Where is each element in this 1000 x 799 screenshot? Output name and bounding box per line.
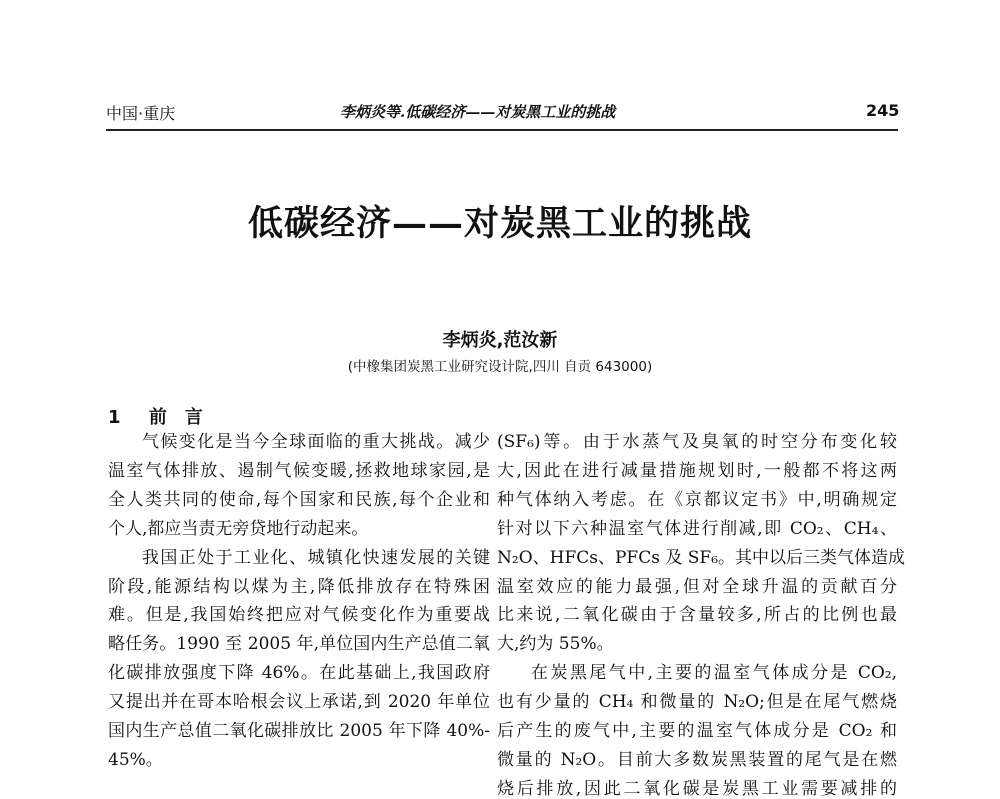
text-line: 温室气体排放、遏制气候变暖,拯救地球家园,是 [108, 460, 490, 481]
text-line: 国内生产总值二氧化碳排放比 2005 年下降 40%- [108, 721, 490, 741]
authors: 李炳炎,范汝新 [442, 330, 558, 351]
section-number: 1 [108, 407, 121, 428]
text-line: 气候变化是当今全球面临的重大挑战。减少 [142, 432, 490, 452]
text-line: N₂O、HFCs、PFCs 及 SF₆。其中以后三类气体造成 [497, 547, 906, 568]
text-line: 后产生的废气中,主要的温室气体成分是 CO₂ 和 [497, 721, 897, 741]
text-line: 我国正处于工业化、城镇化快速发展的关键 [142, 547, 490, 568]
section-heading [108, 403, 203, 429]
text-line: 在炭黑尾气中,主要的温室气体成分是 CO₂, [531, 663, 897, 684]
text-line: 45%。 [108, 749, 163, 770]
header-rule [106, 129, 898, 131]
text-line: 又提出并在哥本哈根会议上承诺,到 2020 年单位 [108, 692, 490, 713]
text-line: 温室效应的能力最强,但对全球升温的贡献百分 [497, 576, 897, 597]
text-line: 也有少量的 CH₄ 和微量的 N₂O;但是在尾气燃烧 [497, 692, 897, 713]
text-line: 针对以下六种温室气体进行削减,即 CO₂、CH₄、 [497, 518, 897, 539]
text-line: 种气体纳入考虑。在《京都议定书》中,明确规定 [497, 489, 897, 510]
text-line: 大,约为 55%。 [497, 634, 614, 655]
running-header-location: 中国·重庆 [106, 104, 176, 123]
text-line: 微量的 N₂O。目前大多数炭黑装置的尾气是在燃 [497, 749, 897, 770]
affiliation: (中橡集团炭黑工业研究设计院,四川 自贡 643000) [347, 359, 653, 375]
article-title: 低碳经济——对炭黑工业的挑战 [247, 203, 752, 244]
text-line: 大,因此在进行减量措施规划时,一般都不将这两 [497, 460, 897, 481]
text-line: 化碳排放强度下降 46%。在此基础上,我国政府 [108, 663, 490, 684]
running-header-title: 李炳炎等.低碳经济——对炭黑工业的挑战 [340, 103, 616, 121]
text-line: (SF₆)等。由于水蒸气及臭氧的时空分布变化较 [497, 432, 897, 452]
section-title: 前 言 [148, 407, 203, 428]
text-line: 全人类共同的使命,每个国家和民族,每个企业和 [108, 489, 490, 510]
text-line: 难。但是,我国始终把应对气候变化作为重要战 [108, 605, 490, 626]
text-line: 个人,都应当责无旁贷地行动起来。 [108, 518, 369, 539]
text-line: 烧后排放,因此二氧化碳是炭黑工业需要减排的 [497, 778, 897, 799]
text-line: 比来说,二氧化碳由于含量较多,所占的比例也最 [497, 605, 897, 626]
text-line: 阶段,能源结构以煤为主,降低排放存在特殊困 [108, 576, 490, 597]
text-line: 略任务。1990 至 2005 年,单位国内生产总值二氧 [108, 634, 490, 655]
page-number: 245 [866, 101, 900, 120]
